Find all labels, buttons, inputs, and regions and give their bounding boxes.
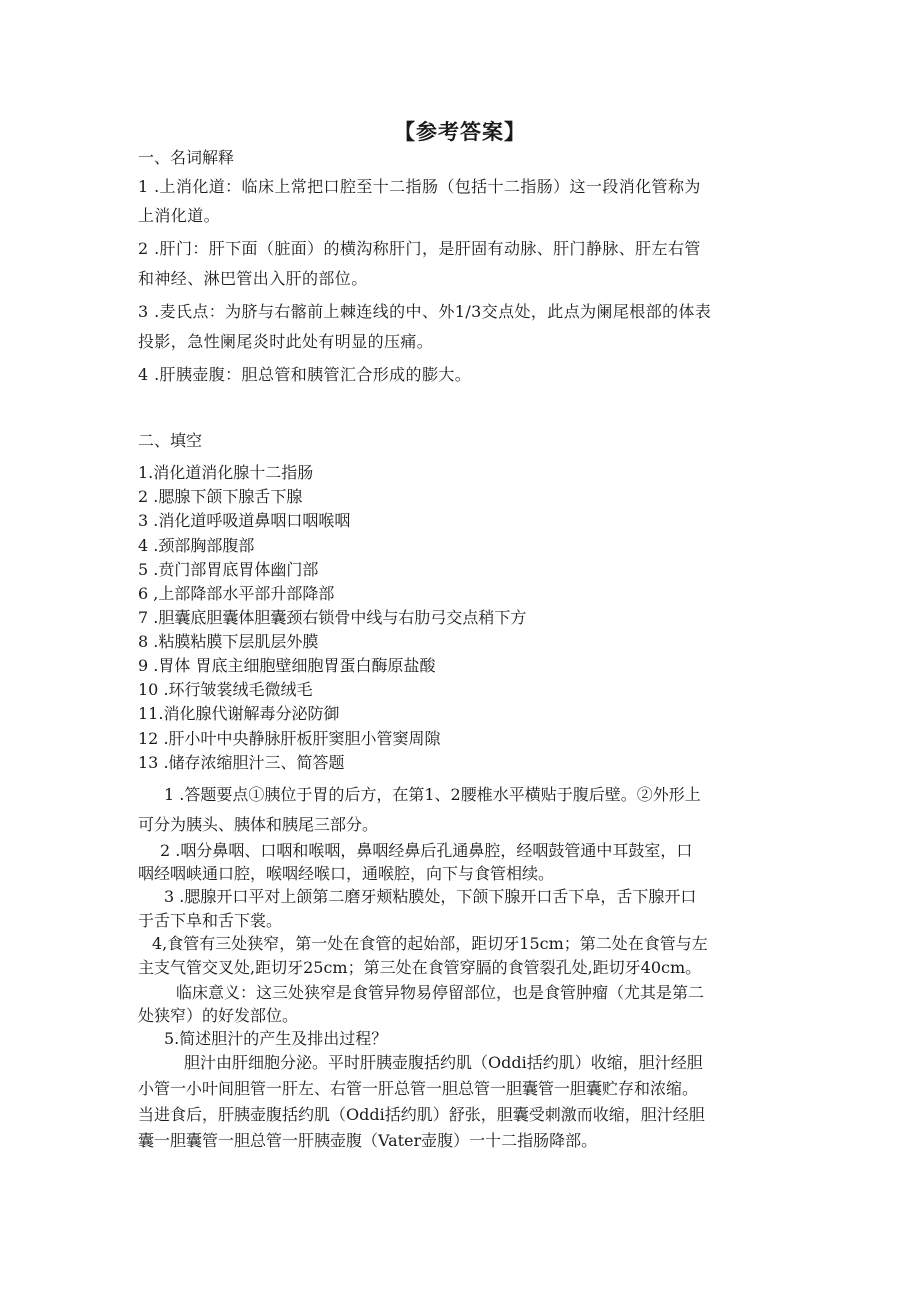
short-answer-1-line-2: 可分为胰头、胰体和胰尾三部分。 xyxy=(138,815,379,834)
fill-answer-10: 10 .环行皱裳绒毛微绒毛 xyxy=(138,680,313,699)
fill-answer-1: 1.消化道消化腺十二指肠 xyxy=(138,463,314,482)
fill-answer-4: 4 .颈部胸部腹部 xyxy=(138,536,255,555)
short-answer-3-line-2: 于舌下阜和舌下裳。 xyxy=(138,911,283,930)
short-answer-4-line-2: 主支气管交叉处,距切牙25cm；第三处在食管穿膈的食管裂孔处,距切牙40cm。 xyxy=(138,958,702,977)
definition-2-line-1: 2 .肝门：肝下面（脏面）的横沟称肝门，是肝固有动脉、肝门静脉、肝左右管 xyxy=(138,239,701,258)
fill-answer-13: 13 .储存浓缩胆汁三、简答题 xyxy=(138,753,345,772)
short-answer-5-line-2: 小管一小叶间胆管一肝左、右管一肝总管一胆总管一胆囊管一胆囊贮存和浓缩。 xyxy=(138,1079,699,1098)
short-question-5: 5.简述胆汁的产生及排出过程？ xyxy=(164,1029,388,1048)
short-answer-5-line-1: 胆汁由肝细胞分泌。平时肝胰壶腹括约肌（Oddi括约肌）收缩，胆汁经胆 xyxy=(184,1053,703,1072)
short-answer-2-line-1: 2 .咽分鼻咽、口咽和喉咽，鼻咽经鼻后孔通鼻腔，经咽鼓管通中耳鼓室，口 xyxy=(160,841,693,860)
fill-answer-9: 9 .胃体 胃底主细胞壁细胞胃蛋白酶原盐酸 xyxy=(138,656,436,675)
short-answer-5-line-4: 囊一胆囊管一胆总管一肝胰壶腹（Vater壶腹）一十二指肠降部。 xyxy=(138,1131,598,1150)
fill-answer-8: 8 .粘膜粘膜下层肌层外膜 xyxy=(138,632,319,651)
clinical-significance-line-2: 处狭窄）的好发部位。 xyxy=(138,1006,299,1025)
definition-4-line-1: 4 .肝胰壶腹：胆总管和胰管汇合形成的膨大。 xyxy=(138,365,472,384)
fill-answer-12: 12 .肝小叶中央静脉肝板肝窦胆小管窦周隙 xyxy=(138,729,441,748)
definition-1-line-2: 上消化道。 xyxy=(138,206,221,225)
section-heading-fill-in: 二、填空 xyxy=(138,431,203,450)
short-answer-1-line-1: 1 .答题要点①胰位于胃的后方，在第1、2腰椎水平横贴于腹后壁。②外形上 xyxy=(164,785,701,804)
short-answer-3-line-1: 3 .腮腺开口平对上颌第二磨牙颊粘膜处，下颌下腺开口舌下阜，舌下腺开口 xyxy=(164,887,697,906)
short-answer-2-line-2: 咽经咽峡通口腔，喉咽经喉口，通喉腔，向下与食管相续。 xyxy=(138,864,555,883)
definition-3-line-1: 3 .麦氏点：为脐与右髂前上棘连线的中、外1/3交点处，此点为阑尾根部的体表 xyxy=(138,302,712,321)
definition-1-line-1: 1 .上消化道：临床上常把口腔至十二指肠（包括十二指肠）这一段消化管称为 xyxy=(138,177,701,196)
fill-answer-6: 6 ,上部降部水平部升部降部 xyxy=(138,584,335,603)
fill-answer-5: 5 .贲门部胃底胃体幽门部 xyxy=(138,560,319,579)
short-answer-4-line-1: 4,食管有三处狭窄，第一处在食管的起始部，距切牙15cm；第二处在食管与左 xyxy=(152,934,708,953)
fill-answer-11: 11.消化腺代谢解毒分泌防御 xyxy=(138,704,340,723)
definition-3-line-2: 投影，急性阑尾炎时此处有明显的压痛。 xyxy=(138,332,434,351)
fill-answer-2: 2 .腮腺下颌下腺舌下腺 xyxy=(138,487,303,506)
section-heading-definitions: 一、名词解释 xyxy=(138,148,235,167)
page-title: 【参考答案】 xyxy=(394,119,526,144)
short-answer-5-line-3: 当进食后，肝胰壶腹括约肌（Oddi括约肌）舒张，胆囊受刺激而收缩，胆汁经胆 xyxy=(138,1105,705,1124)
fill-answer-7: 7 .胆囊底胆囊体胆囊颈右锁骨中线与右肋弓交点稍下方 xyxy=(138,608,527,627)
fill-answer-3: 3 .消化道呼吸道鼻咽口咽喉咽 xyxy=(138,511,351,530)
clinical-significance-line-1: 临床意义：这三处狭窄是食管异物易停留部位，也是食管肿瘤（尤其是第二 xyxy=(176,983,705,1002)
definition-2-line-2: 和神经、淋巴管出入肝的部位。 xyxy=(138,269,368,288)
